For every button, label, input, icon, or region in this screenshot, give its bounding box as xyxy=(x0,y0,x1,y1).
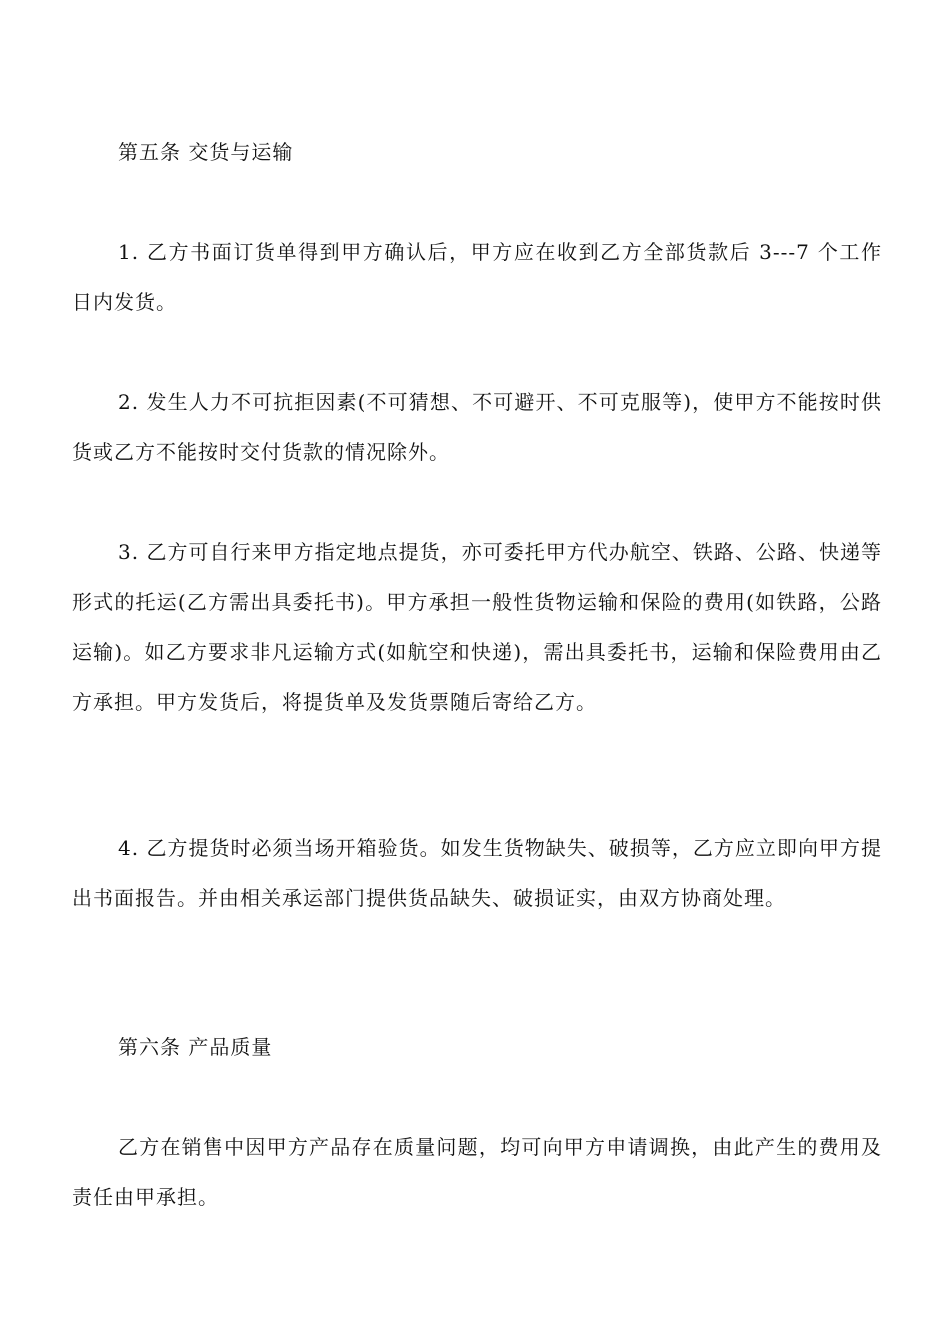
article-6-heading: 第六条 产品质量 xyxy=(118,1035,273,1059)
article-5-item-4: 4. 乙方提货时必须当场开箱验货。如发生货物缺失、破损等，乙方应立即向甲方提出书面报告。并由相关承运部门提供货品缺失、破损证实，由双方协商处理。 xyxy=(72,836,882,910)
article-5-item-1: 1. 乙方书面订货单得到甲方确认后，甲方应在收到乙方全部货款后 3---7 个工作日内发货。 xyxy=(72,240,882,314)
article-5-item-3: 3. 乙方可自行来甲方指定地点提货，亦可委托甲方代办航空、铁路、公路、快递等形式的托运(乙方需出具委托书)。甲方承担一般性货物运输和保险的费用(如铁路，公路运输)。如乙方要求非凡运输方式(如航空和快递)，需出具委托书，运输和保险费用由乙方承担。甲方发货后，将提货单及发货票随后寄给乙方。 xyxy=(72,540,882,714)
article-5-heading: 第五条 交货与运输 xyxy=(118,140,294,164)
article-5-item-2: 2. 发生人力不可抗拒因素(不可猜想、不可避开、不可克服等)，使甲方不能按时供货或乙方不能按时交付货款的情况除外。 xyxy=(72,390,882,464)
article-6-body: 乙方在销售中因甲方产品存在质量问题，均可向甲方申请调换，由此产生的费用及责任由甲承担。 xyxy=(72,1135,882,1209)
